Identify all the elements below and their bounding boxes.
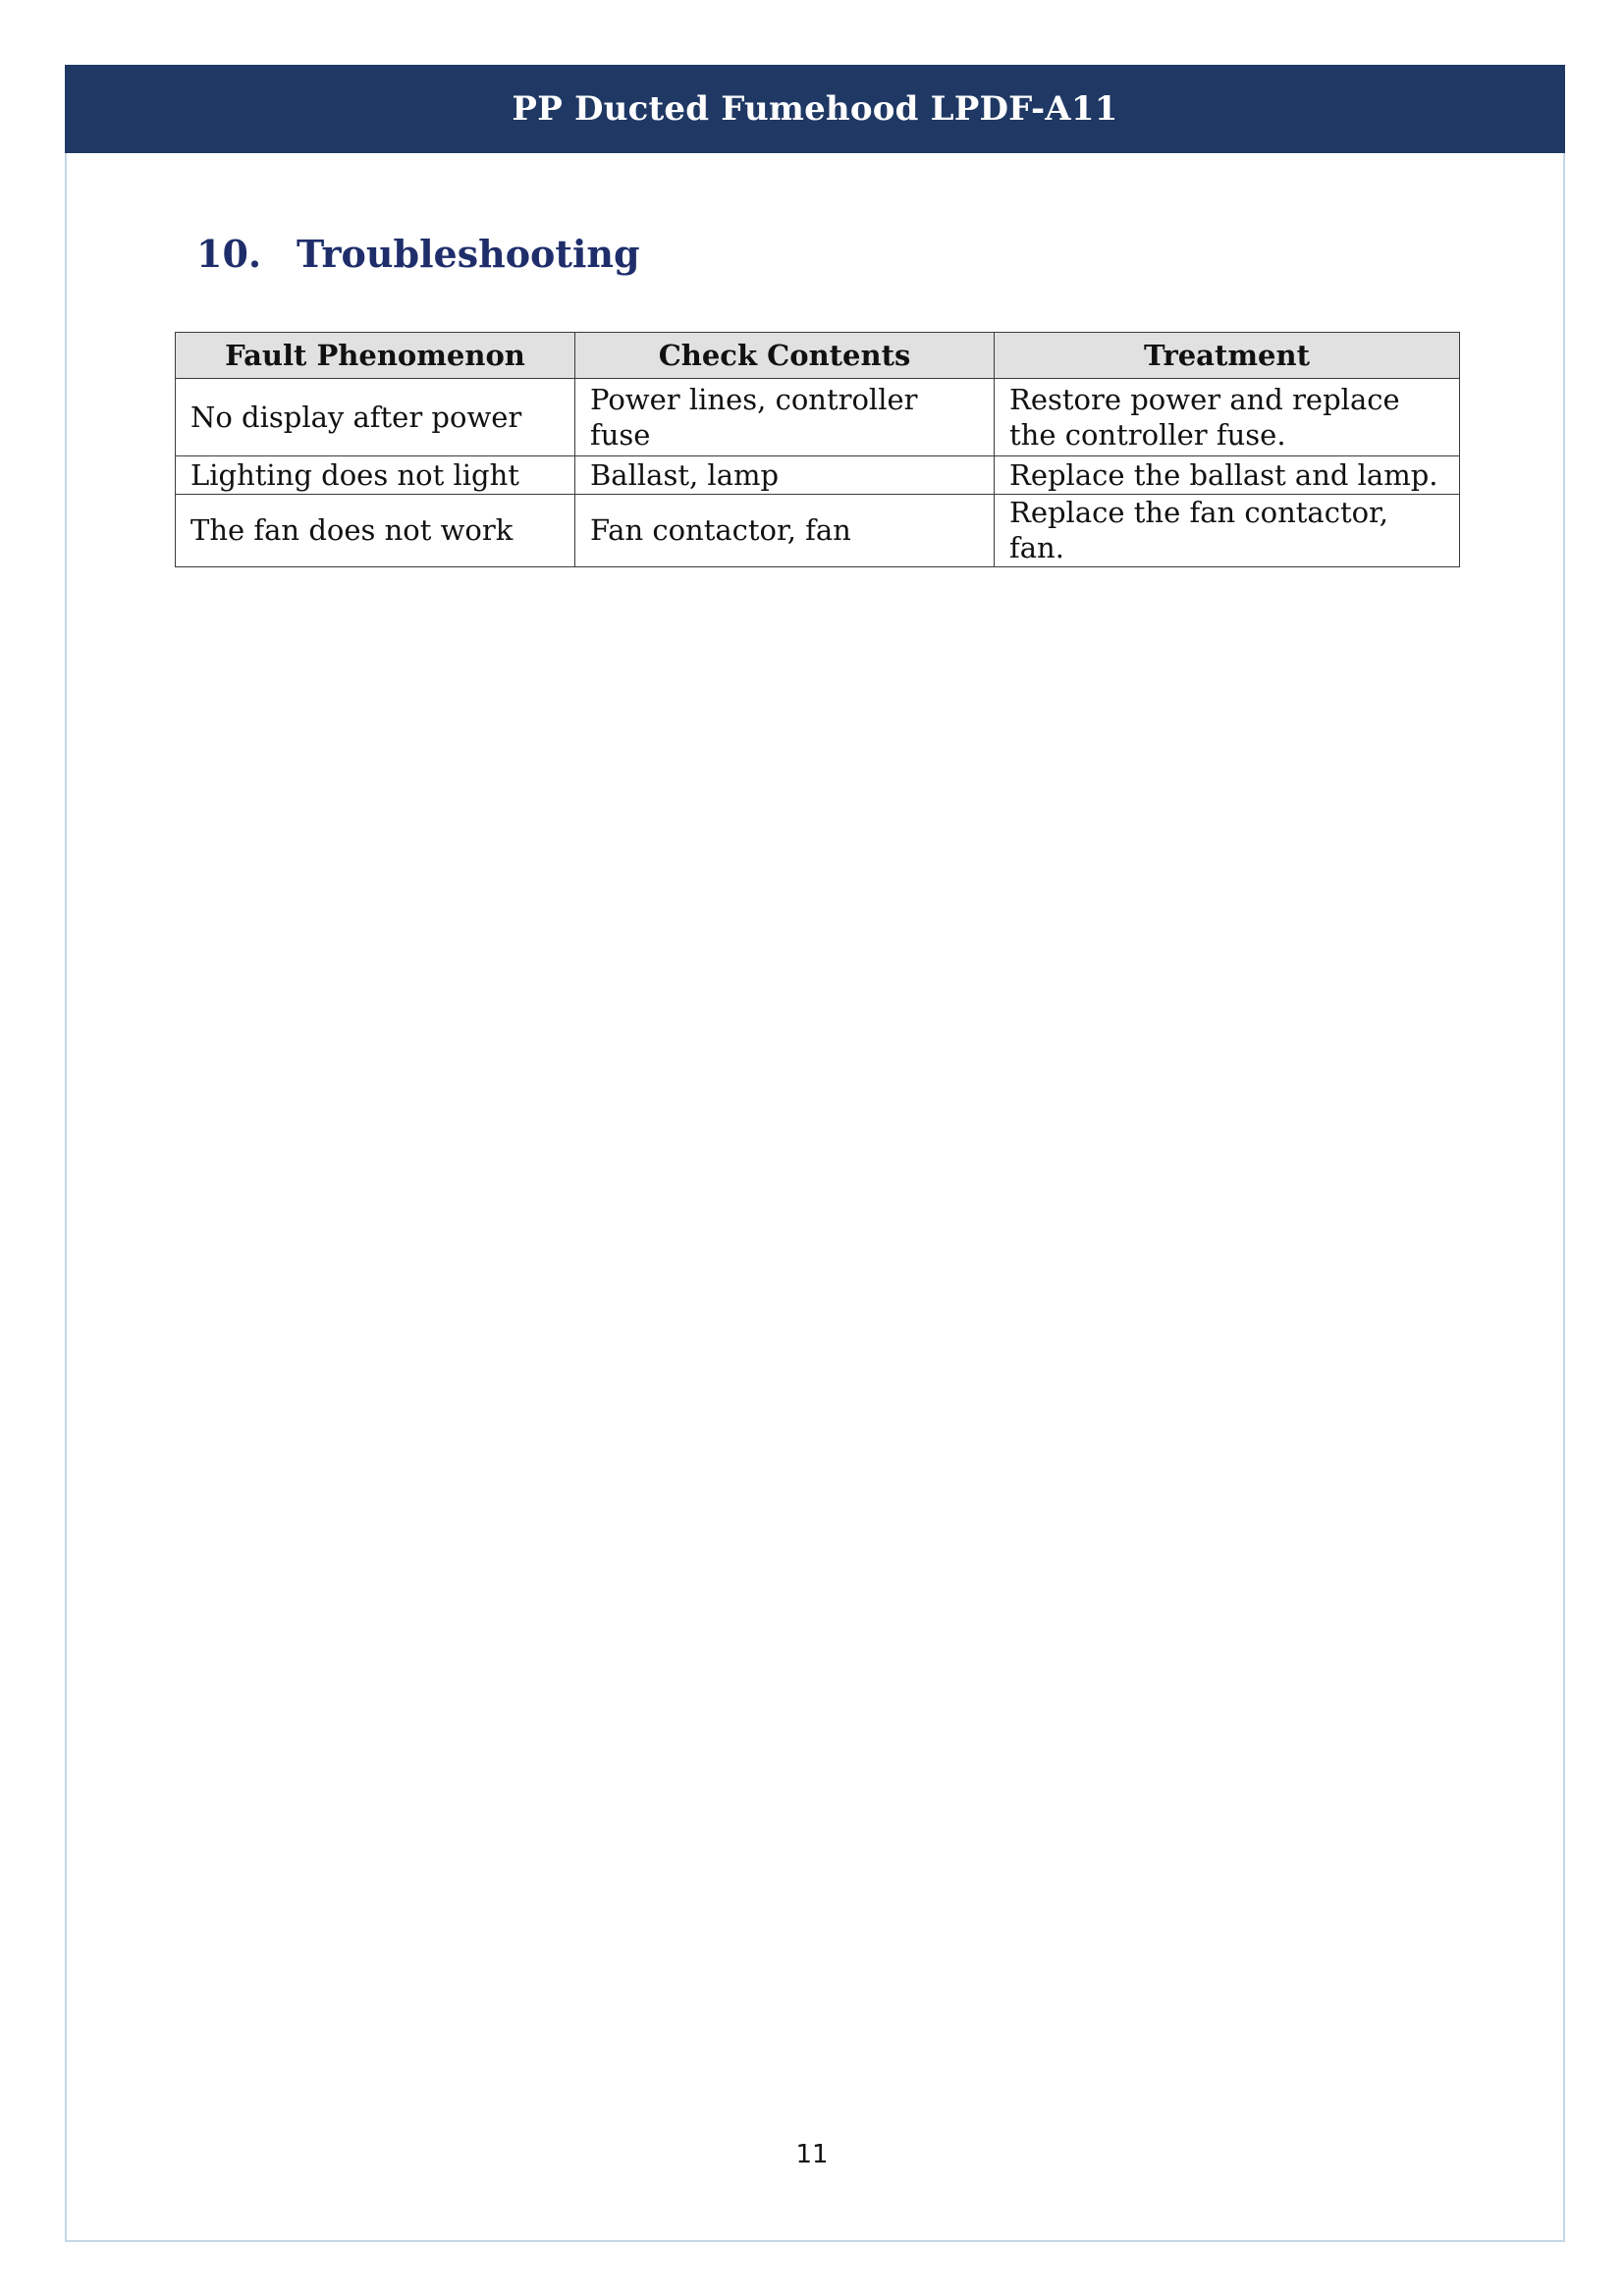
table-cell-fault: Lighting does not light [176, 456, 575, 495]
table-row [176, 379, 1460, 456]
table-row [176, 456, 1460, 495]
section-heading [196, 232, 640, 276]
table-cell-treatment: Replace the fan contactor, fan. [995, 495, 1460, 567]
table-header-row [176, 333, 1460, 379]
table-cell-fault: No display after power [176, 379, 575, 456]
table-row [176, 495, 1460, 567]
table-cell-check: Ballast, lamp [575, 456, 995, 495]
table-cell-check: Power lines, controller fuse [575, 379, 995, 456]
table-cell-check: Fan contactor, fan [575, 495, 995, 567]
document-title: PP Ducted Fumehood LPDF-A11 [512, 89, 1118, 129]
column-header: Fault Phenomenon [176, 333, 575, 379]
section-number: 10. [196, 232, 262, 276]
column-header: Check Contents [575, 333, 995, 379]
table-cell-fault: The fan does not work [176, 495, 575, 567]
page-number: 11 [795, 2140, 829, 2169]
column-header: Treatment [995, 333, 1460, 379]
section-title: Troubleshooting [297, 232, 640, 276]
troubleshooting-table [175, 332, 1460, 567]
table-cell-treatment: Replace the ballast and lamp. [995, 456, 1460, 495]
table-cell-treatment: Restore power and replace the controller fuse. [995, 379, 1460, 456]
document-header [65, 65, 1565, 153]
